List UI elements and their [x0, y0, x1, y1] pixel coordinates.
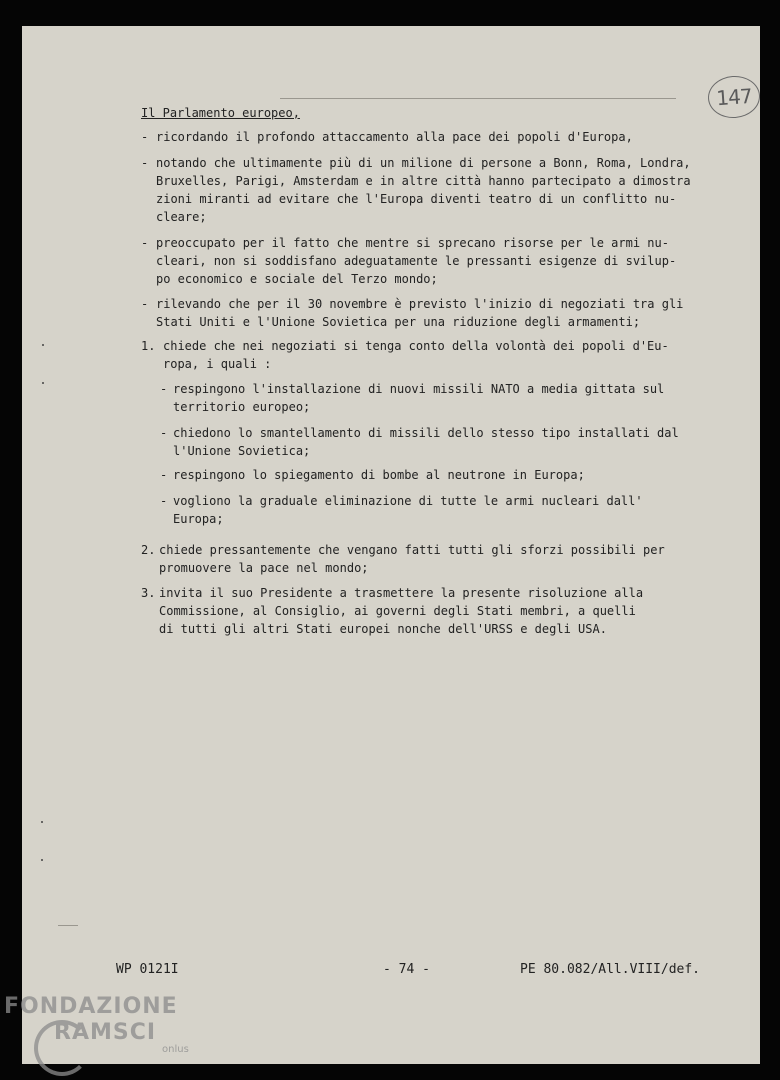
- archive-watermark: [4, 994, 189, 1055]
- margin-speck: [41, 859, 43, 861]
- item-line: di tutti gli altri Stati europei nonche dell'URSS e degli USA.: [159, 622, 607, 636]
- item-line: notando che ultimamente più di un milione di persone a Bonn, Roma, Londra,: [156, 156, 691, 170]
- resolution-point-2: [141, 541, 681, 577]
- item-line: respingono l'installazione di nuovi missili NATO a media gittata sul: [173, 382, 665, 396]
- resolution-point-1: [141, 337, 681, 373]
- consideration-item: [141, 295, 684, 331]
- watermark-line-1: FONDAZIONE: [4, 994, 178, 1019]
- item-dash: -: [141, 130, 149, 144]
- item-line: ricordando il profondo attaccamento alla pace dei popoli d'Europa,: [156, 130, 633, 144]
- margin-speck: [42, 382, 44, 384]
- item-line: invita il suo Presidente a trasmettere la presente risoluzione alla: [159, 586, 644, 600]
- document-heading: Il Parlamento europeo,: [141, 106, 300, 120]
- top-divider-line: [280, 98, 676, 99]
- item-line: Bruxelles, Parigi, Amsterdam e in altre città hanno partecipato a dimostra: [156, 174, 691, 188]
- consideration-item: [141, 154, 691, 226]
- item-line: zioni miranti ad evitare che l'Europa diventi teatro di un conflitto nu-: [156, 192, 677, 206]
- item-line: cleare;: [156, 210, 207, 224]
- item-dash: -: [141, 236, 149, 250]
- resolution-point-3: [141, 584, 681, 638]
- sub-item: [160, 492, 680, 528]
- handwritten-page-number: 147: [707, 74, 762, 120]
- item-line: Stati Uniti e l'Unione Sovietica per una riduzione degli armamenti;: [156, 315, 641, 329]
- item-line: Commissione, al Consiglio, ai governi degli Stati membri, a quelli: [159, 604, 636, 618]
- item-dash: -: [141, 156, 149, 170]
- item-line: l'Unione Sovietica;: [173, 444, 311, 458]
- item-line: chiedono lo smantellamento di missili dello stesso tipo installati dal: [173, 426, 679, 440]
- item-line: territorio europeo;: [173, 400, 311, 414]
- item-line: ropa, i quali :: [163, 357, 272, 371]
- sub-item: [160, 466, 680, 484]
- item-dash: -: [160, 382, 168, 396]
- sub-item: [160, 424, 680, 460]
- item-line: vogliono la graduale eliminazione di tutte le armi nucleari dall': [173, 494, 643, 508]
- watermark-line-3: onlus: [162, 1044, 189, 1055]
- item-dash: -: [160, 426, 168, 440]
- consideration-item: [141, 234, 681, 288]
- item-line: promuovere la pace nel mondo;: [159, 561, 369, 575]
- item-line: cleari, non si soddisfano adeguatamente le pressanti esigenze di svilup-: [156, 254, 677, 268]
- footer-reference: WP 0121I: [116, 962, 179, 977]
- item-dash: -: [160, 494, 168, 508]
- watermark-line-2: RAMSCI: [54, 1020, 157, 1045]
- sub-item: [160, 380, 680, 416]
- point-number: 3.: [141, 586, 156, 600]
- footer-page-number: - 74 -: [383, 962, 430, 977]
- point-number: 1.: [141, 339, 156, 353]
- consideration-item: [141, 128, 681, 146]
- item-line: respingono lo spiegamento di bombe al neutrone in Europa;: [173, 468, 585, 482]
- item-line: preoccupato per il fatto che mentre si sprecano risorse per le armi nu-: [156, 236, 669, 250]
- item-line: chiede pressantemente che vengano fatti tutti gli sforzi possibili per: [159, 543, 665, 557]
- item-line: po economico e sociale del Terzo mondo;: [156, 272, 438, 286]
- footer-document-code: PE 80.082/All.VIII/def.: [520, 962, 701, 977]
- item-dash: -: [160, 468, 168, 482]
- bottom-mark: [58, 925, 78, 926]
- watermark-g-logo: [34, 1020, 90, 1076]
- point-number: 2.: [141, 543, 156, 557]
- margin-speck: [41, 821, 43, 823]
- item-line: rilevando che per il 30 novembre è previsto l'inizio di negoziati tra gli: [156, 297, 684, 311]
- item-line: chiede che nei negoziati si tenga conto della volontà dei popoli d'Eu-: [163, 339, 669, 353]
- item-dash: -: [141, 297, 149, 311]
- margin-speck: [42, 344, 44, 346]
- item-line: Europa;: [173, 512, 224, 526]
